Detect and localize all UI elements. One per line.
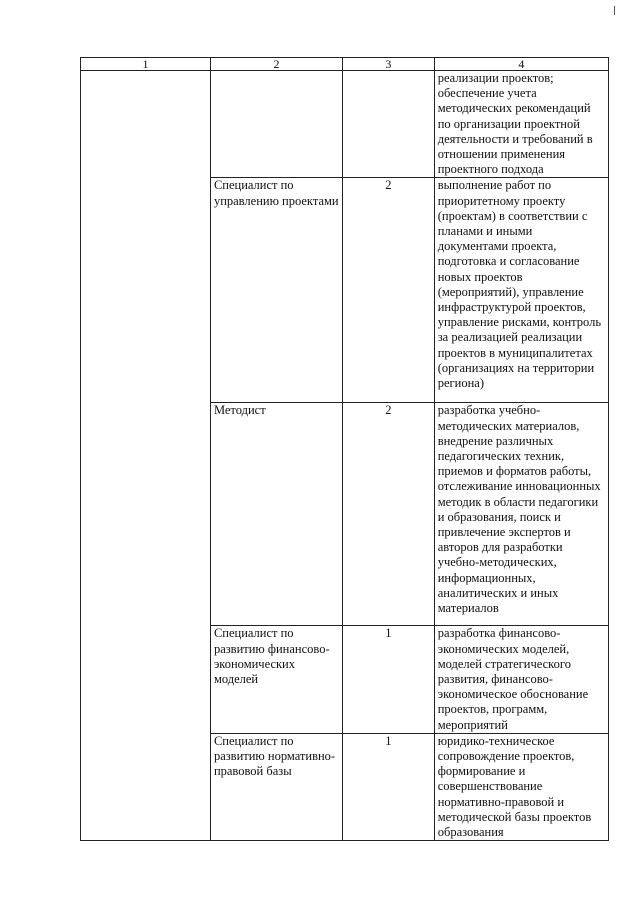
header-col-1: 1 bbox=[81, 58, 211, 71]
merged-first-column bbox=[81, 71, 211, 841]
duties-cell: разработка учебно-методических материалов, внедрение различных педагогических техник, приемов и форматов работы, отслеживание инновационных методик в области педагогики и образования, поиск и привлечение экспертов и авторов для разработки учебно-методических, информационных, аналитических и иных материалов bbox=[434, 403, 608, 626]
position-cell: Специалист по развитию нормативно-правовой базы bbox=[210, 733, 342, 840]
duties-cell: выполнение работ по приоритетному проекту (проектам) в соответствии с планами и иными документами проекта, подготовка и согласование новых проектов (мероприятий), управление инфраструктурой проектов, управление рисками, контроль за реализацией реализации проектов в муниципалитетах (организациях на территории региона) bbox=[434, 178, 608, 403]
position-cell: Специалист по развитию финансово-экономических моделей bbox=[210, 626, 342, 733]
duties-cell: разработка финансово-экономических моделей, моделей стратегического развития, финансово-экономическое обоснование проектов, программ, мероприятий bbox=[434, 626, 608, 733]
count-cell: 1 bbox=[342, 733, 434, 840]
count-cell: 2 bbox=[342, 178, 434, 403]
page-edge-mark bbox=[614, 6, 615, 15]
header-row bbox=[81, 58, 609, 71]
duties-continuation: реализации проектов; обеспечение учета методических рекомендаций по организации проектной деятельности и требований в отношении применения проектного подхода bbox=[434, 71, 608, 178]
duties-cell: юридико-техническое сопровождение проектов, формирование и совершенствование нормативно-правовой и методической базы проектов образования bbox=[434, 733, 608, 840]
count-cell bbox=[342, 71, 434, 178]
header-col-2: 2 bbox=[210, 58, 342, 71]
count-cell: 2 bbox=[342, 403, 434, 626]
count-cell: 1 bbox=[342, 626, 434, 733]
header-col-3: 3 bbox=[342, 58, 434, 71]
table-row bbox=[81, 71, 609, 178]
staff-table bbox=[80, 57, 609, 841]
position-cell: Методист bbox=[210, 403, 342, 626]
position-cell bbox=[210, 71, 342, 178]
position-cell: Специалист по управлению проектами bbox=[210, 178, 342, 403]
header-col-4: 4 bbox=[434, 58, 608, 71]
